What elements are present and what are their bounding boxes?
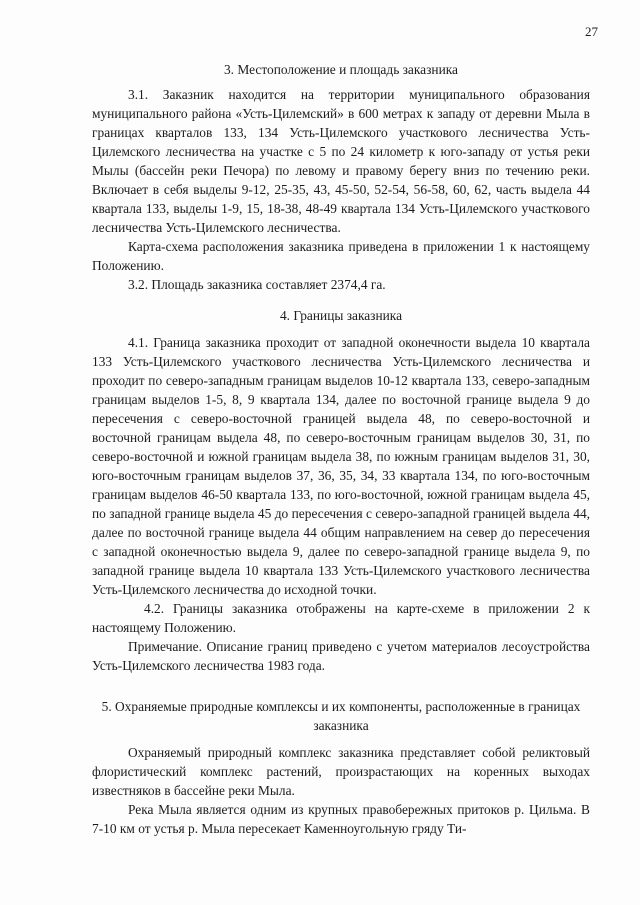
section-5-paragraph-1: Охраняемый природный комплекс заказника представляет собой реликтовый флористический комплекс растений, произрастающих на коренных выходах известняков в бассейне реки Мыла. [92, 745, 590, 798]
document-body [92, 60, 590, 838]
section-5-paragraph-2: Река Мыла является одним из крупных правобережных притоков р. Цильма. В 7-10 км от устья р. Мыла пересекает Каменноугольную гряду Ти- [92, 802, 590, 836]
page-number: 27 [585, 24, 598, 39]
section-4-paragraph-2: 4.2. Границы заказника отображены на карте-схеме в приложении 2 к настоящему Положению. [92, 601, 590, 635]
section-3-title: 3. Местоположение и площадь заказника [223, 62, 458, 77]
section-4-title: 4. Границы заказника [279, 308, 403, 323]
section-5-title: 5. Охраняемые природные комплексы и их компоненты, расположенные в границах заказника [101, 699, 581, 733]
section-3-paragraph-1: 3.1. Заказник находится на территории муниципального образования муниципального района «Усть-Цилемский» в 600 метрах к западу от деревни Мыла в границах кварталов 133, 134 Усть-Цилемского участкового лесничества Усть-Цилемского лесничества на участке с 5 по 24 километр к юго-западу от устья реки Мылы (бассейн реки Печора) по левому и правому берегу вниз по течению реки. Включает в себя выделы 9-12, 25-35, 43, 45-50, 52-54, 56-58, 60, 62, часть выдела 44 квартала 133, выделы 1-9, 15, 18-38, 48-49 квартала 134 Усть-Цилемского участкового лесничества Усть-Цилемского лесничества. [92, 87, 590, 235]
section-4-paragraph-1: 4.1. Граница заказника проходит от западной оконечности выдела 10 квартала 133 Усть-Цилемского участкового лесничества Усть-Цилемского лесничества и проходит по северо-западным границам выделов 10-12 квартала 133, северо-западным границам выделов 1-5, 8, 9 квартала 134, далее по восточной границе выдела 9 до пересечения с северо-восточной границей выдела 48, по северо-восточной и восточной границам выдела 48, по северо-восточным границам выделов 30, 31, по северо-восточной и южной границам выдела 38, по южным границам выделов 31, 30, юго-восточным границам выделов 37, 36, 35, 34, 33 квартала 134, по юго-восточным границам выделов 46-50 квартала 133, по юго-восточной, южной границам выдела 45, по западной границе выдела 45 до пересечения с северо-западной границей выдела 44, далее по восточной границе выдела 44 общим направлением на север до пересечения с западной оконечностью выдела 9, далее по северо-западной границе выдела 9, по западной границе выдела 10 квартала 133 Усть-Цилемского участкового лесничества Усть-Цилемского лесничества до исходной точки. [92, 335, 590, 597]
section-3-paragraph-2: Карта-схема расположения заказника приведена в приложении 1 к настоящему Положению. [92, 239, 590, 273]
section-4-note: Примечание. Описание границ приведено с учетом материалов лесоустройства Усть-Цилемского лесничества 1983 года. [92, 639, 590, 673]
section-3-paragraph-3: 3.2. Площадь заказника составляет 2374,4 га. [128, 277, 386, 292]
